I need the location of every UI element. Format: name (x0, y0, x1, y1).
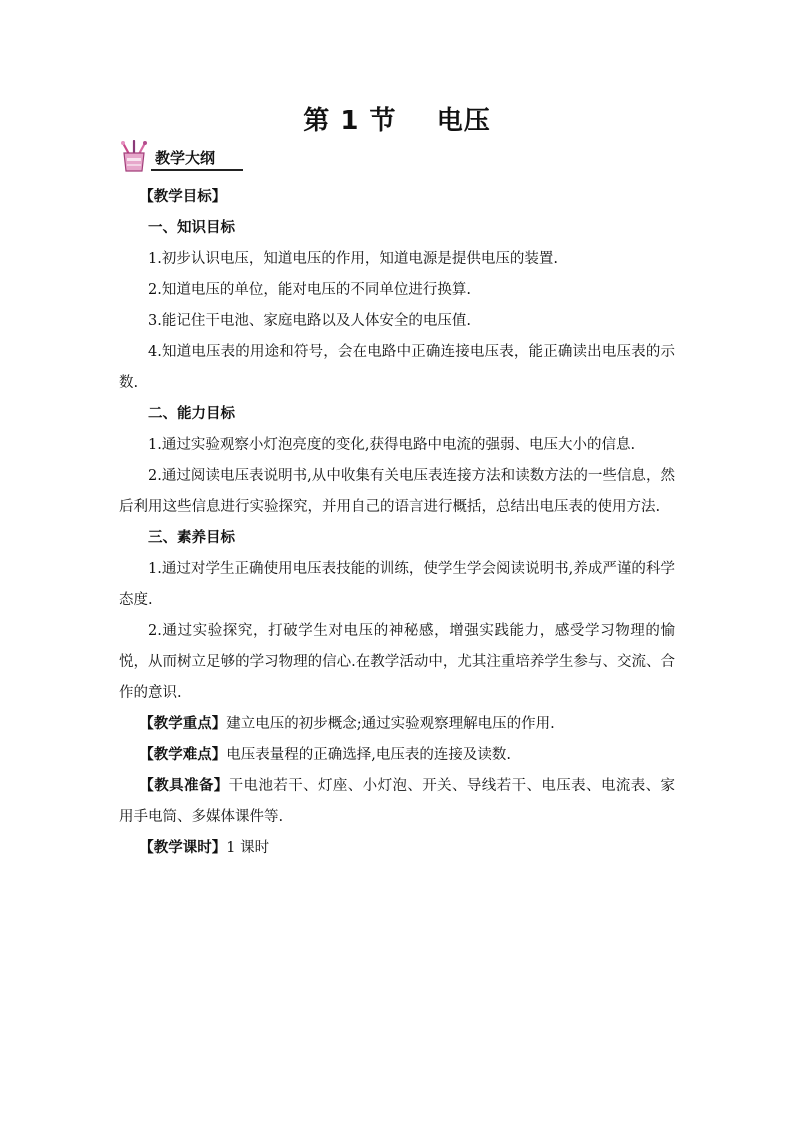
periods-label: 【教学课时】 (139, 840, 227, 856)
periods (119, 833, 675, 864)
knowledge-item: 3.能记住干电池、家庭电路以及人体安全的电压值. (148, 313, 471, 329)
difficulties-label: 【教学难点】 (139, 747, 227, 763)
knowledge-heading: 一、知识目标 (148, 220, 235, 236)
difficulties-text: 电压表量程的正确选择,电压表的连接及读数. (226, 747, 512, 763)
literacy-item: 2.通过实验探究，打破学生对电压的神秘感，增强实践能力，感受学习物理的愉悦，从而树立足够的学习物理的信心.在教学活动中，尤其注重培养学生参与、交流、合作的意识. (119, 623, 675, 701)
materials (119, 771, 675, 833)
ability-item: 1.通过实验观察小灯泡亮度的变化,获得电路中电流的强弱、电压大小的信息. (148, 437, 636, 453)
knowledge-item: 4.知道电压表的用途和符号，会在电路中正确连接电压表，能正确读出电压表的示数. (119, 344, 675, 391)
knowledge-item: 2.知道电压的单位，能对电压的不同单位进行换算. (148, 282, 471, 298)
difficulties (119, 740, 675, 771)
section-badge (117, 140, 241, 174)
literacy-item: 1.通过对学生正确使用电压表技能的训练，使学生学会阅读说明书,养成严谨的科学态度. (119, 561, 675, 608)
materials-text: 干电池若干、灯座、小灯泡、开关、导线若干、电压表、电流表、家用手电筒、多媒体课件等. (119, 778, 676, 825)
objectives-header: 【教学目标】 (139, 189, 227, 205)
page-title: 第 1 节 电压 (303, 106, 491, 136)
section-badge-label: 教学大纲 (155, 149, 216, 167)
materials-label: 【教具准备】 (139, 778, 229, 794)
key-points (119, 709, 675, 740)
key-points-text: 建立电压的初步概念;通过实验观察理解电压的作用. (226, 716, 555, 732)
periods-text: 1 课时 (226, 840, 270, 856)
ability-heading: 二、能力目标 (148, 406, 235, 422)
ability-item: 2.通过阅读电压表说明书,从中收集有关电压表连接方法和读数方法的一些信息，然后利用这些信息进行实验探究，并用自己的语言进行概括，总结出电压表的使用方法. (119, 468, 675, 515)
literacy-heading: 三、素养目标 (148, 530, 235, 546)
document-body (119, 182, 675, 864)
knowledge-item: 1.初步认识电压，知道电压的作用，知道电源是提供电压的装置. (148, 251, 558, 267)
badge-underline (151, 169, 243, 171)
key-points-label: 【教学重点】 (139, 716, 227, 732)
